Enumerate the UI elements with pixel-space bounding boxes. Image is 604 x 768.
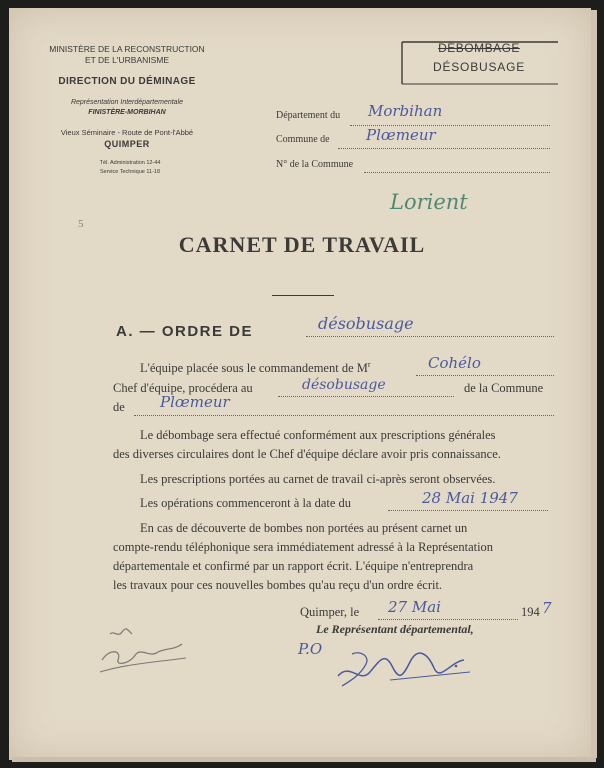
dotted-line: [416, 375, 554, 376]
ministry-line-1: MINISTÈRE DE LA RECONSTRUCTION: [49, 44, 205, 54]
dotted-line: [134, 415, 554, 416]
paragraph-5-line-1: En cas de découverte de bombes non portées au présent carnet un: [140, 521, 468, 535]
region-line: FINISTÈRE-MORBIHAN: [88, 109, 166, 116]
phone-tech: Service Technique 11-18: [99, 169, 161, 175]
handwritten-signature: [330, 632, 480, 692]
city-line: QUIMPER: [104, 139, 150, 149]
section-heading: A. — ORDRE DE: [116, 323, 254, 340]
start-date: 28 Mai 1947: [422, 489, 518, 507]
po-mark: P.O: [298, 640, 323, 658]
phone-admin: Tél. Administration 12-44: [99, 160, 161, 166]
paragraph-1-line-2-end: de la Commune: [464, 381, 544, 395]
stamp-replacement-text: DÉSOBUSAGE: [432, 60, 526, 74]
dotted-line: [378, 619, 518, 620]
dotted-line: [338, 148, 550, 149]
dotted-line: [388, 510, 548, 511]
chief-name: Cohélo: [428, 354, 481, 372]
departement-value: Morbihan: [368, 102, 443, 120]
ministry-line-2: ET DE L'URBANISME: [84, 55, 170, 65]
margin-initials: [96, 620, 192, 680]
signature-place: Quimper, le: [300, 605, 360, 619]
paragraph-5-line-3: départementale et confirmé par un rapport écrit. L'équipe n'entreprendra: [113, 559, 474, 573]
locality-note: Lorient: [390, 190, 468, 214]
representative-title: Le Représentant départemental,: [316, 622, 474, 636]
signature-year-hand: 7: [542, 599, 552, 617]
task-value: désobusage: [302, 377, 386, 393]
commune-handwritten: Plœmeur: [160, 393, 230, 411]
signature-date: 27 Mai: [388, 598, 441, 616]
page-edge-bottom: [12, 757, 596, 762]
paragraph-2-line-1: Le débombage sera effectué conformément aux prescriptions générales: [140, 428, 496, 442]
direction-title: DIRECTION DU DÉMINAGE: [58, 76, 196, 87]
dotted-line: [364, 172, 550, 173]
address-line: Vieux Séminaire - Route de Pont-l'Abbé: [60, 128, 194, 137]
paragraph-4-text: Les opérations commenceront à la date du: [140, 496, 352, 510]
paragraph-1-line-3: de: [113, 400, 125, 414]
departement-label: Département du: [276, 110, 341, 121]
section-heading-value: désobusage: [318, 314, 414, 333]
paragraph-5-line-2: compte-rendu téléphonique sera immédiatement adressé à la Représentation: [113, 540, 494, 554]
document-title: CARNET DE TRAVAIL: [178, 232, 426, 257]
stamp-struck-text: DÉBOMBAGE: [438, 41, 520, 55]
representation-line: Représentation Interdépartementale: [70, 99, 184, 106]
commune-label: Commune de: [276, 134, 330, 145]
numero-label: N° de la Commune: [276, 159, 354, 170]
paragraph-1-line-2: Chef d'équipe, procédera au: [113, 381, 253, 395]
title-rule: [272, 295, 334, 296]
commune-value: Plœmeur: [366, 126, 436, 144]
dotted-line: [278, 396, 454, 397]
paragraph-5-line-4: les travaux pour ces nouvelles bombes qu'au reçu d'un ordre écrit.: [113, 578, 443, 592]
paragraph-3: Les prescriptions portées au carnet de travail ci-après seront observées.: [140, 472, 496, 486]
paragraph-2-line-2: des diverses circulaires dont le Chef d'équipe déclare avoir pris connaissance.: [113, 447, 501, 461]
margin-mark: 5: [78, 218, 84, 230]
dotted-line: [306, 336, 554, 337]
paragraph-1-text: L'équipe placée sous le commandement de $M^r$: [140, 360, 371, 376]
page-edge: [591, 10, 597, 758]
signature-year: 194: [521, 605, 540, 619]
